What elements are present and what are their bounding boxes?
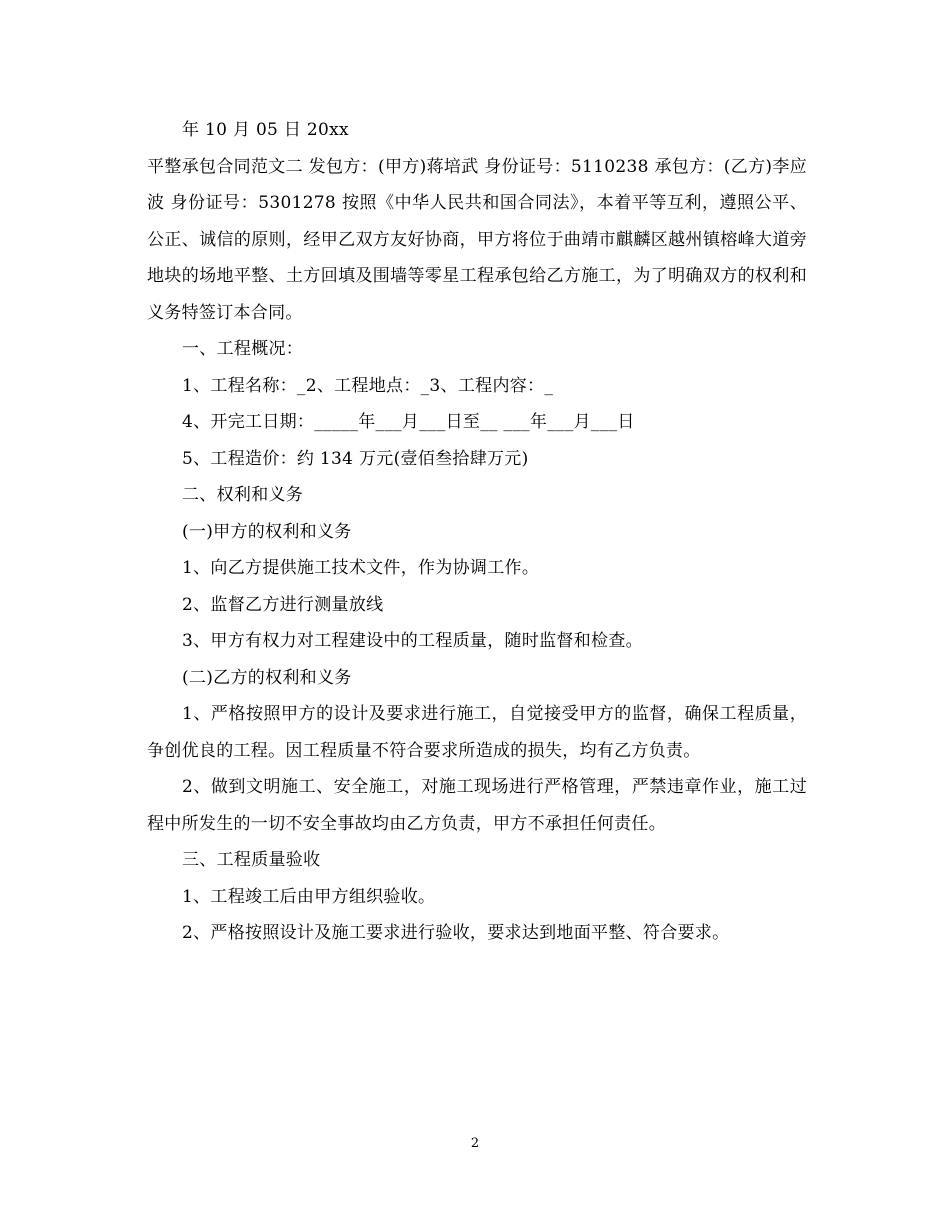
date-line: 年 10 月 05 日 20xx [182,120,349,140]
project-cost-line: 5、工程造价：约 134 万元(壹佰叁拾肆万元) [182,448,529,469]
acceptance-item-1: 1、工程竣工后由甲方组织验收。 [182,886,436,907]
party-b-item-1: 1、严格按照甲方的设计及要求进行施工，自觉接受甲方的监督，确保工程质量，争创优良的工程。因工程质量不符合要求所造成的损失，均有乙方负责。 [147,704,807,761]
section-heading-project-overview: 一、工程概况： [182,339,304,359]
section-heading-quality-acceptance: 三、工程质量验收 [182,850,321,870]
document-body [147,112,807,952]
contract-intro-paragraph: 平整承包合同范文二 发包方：(甲方)蒋培武 身份证号：5110238 承包方：(乙方)李应波 身份证号：5301278 按照《中华人民共和国合同法》，本着平等互利，遵照公平、公正、诚信的原则，经甲乙双方友好协商，甲方将位于曲靖市麒麟区越州镇榕峰大道旁地块的场地平整、土方回填及围墙等零星工程承包给乙方施工，为了明确双方的权利和义务特签订本合同。 [147,156,807,323]
subsection-heading-party-b: (二)乙方的权利和义务 [182,667,352,688]
party-b-item-2: 2、做到文明施工、安全施工，对施工现场进行严格管理，严禁违章作业，施工过程中所发生的一切不安全事故均由乙方负责，甲方不承担任何责任。 [147,777,807,834]
party-a-item-1: 1、向乙方提供施工技术文件，作为协调工作。 [182,558,540,578]
subsection-heading-party-a: (一)甲方的权利和义务 [182,521,352,542]
project-name-location-content: 1、工程名称：_2、工程地点：_3、工程内容：_ [182,375,554,396]
party-a-item-3: 3、甲方有权力对工程建设中的工程质量，随时监督和检查。 [182,631,643,651]
party-a-item-2: 2、监督乙方进行测量放线 [182,594,384,615]
acceptance-item-2: 2、严格按照设计及施工要求进行验收，要求达到地面平整、符合要求。 [182,923,730,943]
page-number: 2 [470,1136,480,1151]
start-end-date-line: 4、开完工日期：_____年___月___日至__ ___年___月___日 [182,412,635,432]
section-heading-rights-obligations: 二、权利和义务 [182,485,304,505]
